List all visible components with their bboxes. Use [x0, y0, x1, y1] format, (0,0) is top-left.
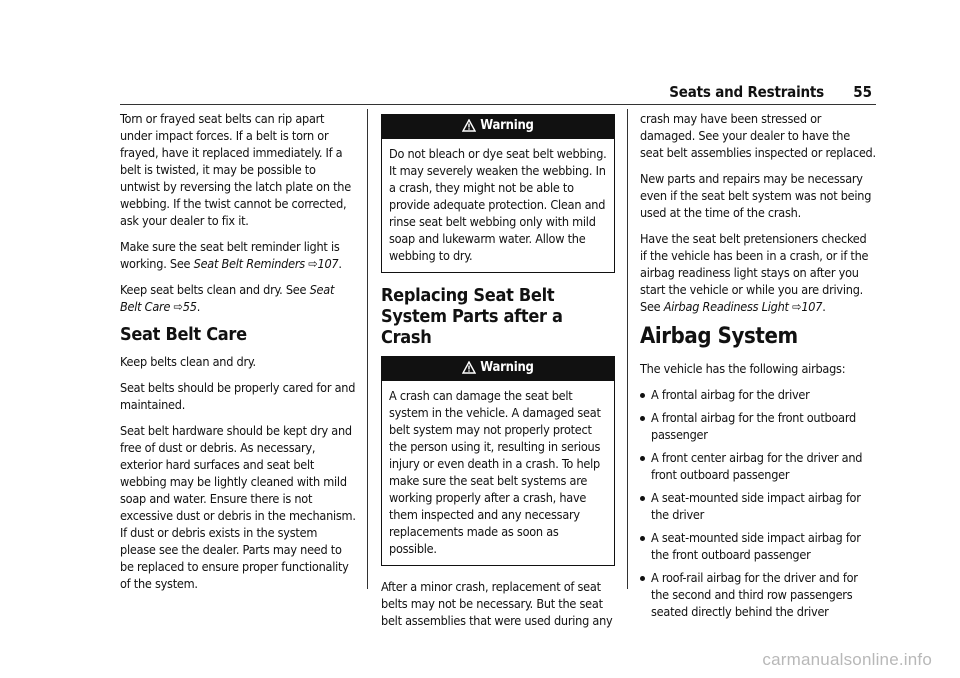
paragraph: Torn or frayed seat belts can rip apart under impact forces. If a belt is torn or frayed, have it replaced immediately. If a belt is twisted, it may be possible to untwist by reversing the latch plate on the webbing. If the twist cannot be corrected, ask your dealer to fix it.	[120, 111, 351, 228]
airbag-list	[640, 386, 876, 620]
paragraph: Seat belt hardware should be kept dry and free of dust or debris. As necessary, exterior hard surfaces and seat belt webbing may be lightly cleaned with mild soap and water. Ensure there is not excessive dust or debris in the mechanism. If dust or debris exists in the system please see the dealer. Parts may need to be replaced to ensure proper functionality of the system.	[120, 423, 356, 591]
seat-belt-reminders-link[interactable]: Seat Belt Reminders	[193, 256, 305, 271]
paragraph: Keep belts clean and dry.	[120, 354, 256, 369]
paragraph-text: Make sure the seat belt reminder light is working. See	[120, 239, 340, 271]
page-number: 55	[853, 83, 872, 101]
list-item-text: A front center airbag for the driver and front outboard passenger	[651, 450, 863, 482]
column-1	[120, 110, 356, 601]
list-item-text: A seat-mounted side impact airbag for the front outboard passenger	[651, 530, 861, 562]
seat-belt-care-link[interactable]: Seat Belt Care	[120, 282, 335, 314]
warning-box	[381, 114, 615, 273]
page-ref-number[interactable]: 55	[182, 299, 197, 314]
warning-title: Warning	[480, 118, 534, 133]
list-item-text: A seat-mounted side impact airbag for the driver	[651, 490, 861, 522]
column-divider-2	[627, 109, 628, 589]
warning-header	[382, 357, 614, 381]
bullet-icon	[640, 456, 645, 461]
paragraph: After a minor crash, replacement of seat belts may not be necessary. But the seat belt assemblies that were used during any	[381, 579, 613, 628]
warning-triangle-icon	[462, 361, 476, 374]
list-item	[640, 569, 876, 620]
paragraph: Have the seat belt pretensioners checked if the vehicle has been in a crash, or if the airbag readiness light stays on after you start the vehicle or while you are driving. See Airbag Readiness Light ⇨107.	[640, 231, 869, 314]
section-title: Seats and Restraints	[669, 83, 824, 101]
list-item-text: A frontal airbag for the driver	[651, 387, 810, 402]
header-rule	[120, 104, 876, 105]
list-item	[640, 529, 876, 563]
list-item	[640, 409, 876, 443]
list-item	[640, 489, 876, 523]
bullet-icon	[640, 536, 645, 541]
paragraph: Seat belts should be properly cared for and maintained.	[120, 380, 356, 412]
bullet-icon	[640, 496, 645, 501]
warning-triangle-icon	[462, 119, 476, 132]
warning-text: A crash can damage the seat belt system in the vehicle. A damaged seat belt system may not properly protect the person using it, resulting in serious injury or even death in a crash. To help make sure the seat belt systems are working properly after a crash, have them inspected and any necessary replacements made as soon as possible.	[389, 388, 601, 556]
column-2	[381, 110, 615, 638]
bullet-icon	[640, 416, 645, 421]
page-ref-arrow-icon: ⇨	[792, 299, 802, 314]
list-item	[640, 449, 876, 483]
list-item	[640, 386, 876, 403]
page-ref-arrow-icon: ⇨	[173, 299, 183, 314]
airbag-system-heading: Airbag System	[640, 324, 798, 349]
watermark: carmanualsonline.info	[762, 650, 932, 669]
list-item-text: A frontal airbag for the front outboard passenger	[651, 410, 856, 442]
page-ref-number[interactable]: 107	[801, 299, 823, 314]
paragraph: Make sure the seat belt reminder light is working. See Seat Belt Reminders ⇨107.	[120, 239, 342, 271]
page-ref-number[interactable]: 107	[317, 256, 339, 271]
seat-belt-care-heading: Seat Belt Care	[120, 324, 247, 345]
column-3	[640, 110, 876, 626]
paragraph-text: Keep seat belts clean and dry. See	[120, 282, 310, 297]
paragraph: crash may have been stressed or damaged. See your dealer to have the seat belt assemblies inspected or replaced.	[640, 111, 876, 160]
warning-header	[382, 115, 614, 139]
bullet-icon	[640, 393, 645, 398]
paragraph-text: Have the seat belt pretensioners checked if the vehicle has been in a crash, or if the airbag readiness light stays on after you start the vehicle or while you are driving. See	[640, 231, 869, 314]
list-item-text: A roof-rail airbag for the driver and for the second and third row passengers seated directly behind the driver	[651, 570, 858, 619]
paragraph: The vehicle has the following airbags:	[640, 361, 846, 376]
airbag-readiness-light-link[interactable]: Airbag Readiness Light	[663, 299, 789, 314]
column-divider-1	[367, 109, 368, 589]
paragraph: Keep seat belts clean and dry. See Seat Belt Care ⇨55.	[120, 282, 335, 314]
page-ref-arrow-icon: ⇨	[308, 256, 318, 271]
bullet-icon	[640, 576, 645, 581]
warning-box	[381, 356, 615, 566]
paragraph: New parts and repairs may be necessary even if the seat belt system was not being used at the time of the crash.	[640, 171, 872, 220]
page-header	[0, 83, 960, 105]
warning-text: Do not bleach or dye seat belt webbing. It may severely weaken the webbing. In a crash, they might not be able to provide adequate protection. Clean and rinse seat belt webbing only with mild soap and lukewarm water. Allow the webbing to dry.	[389, 146, 607, 263]
warning-title: Warning	[480, 360, 534, 375]
replacing-parts-heading: Replacing Seat Belt System Parts after a Crash	[381, 285, 563, 348]
